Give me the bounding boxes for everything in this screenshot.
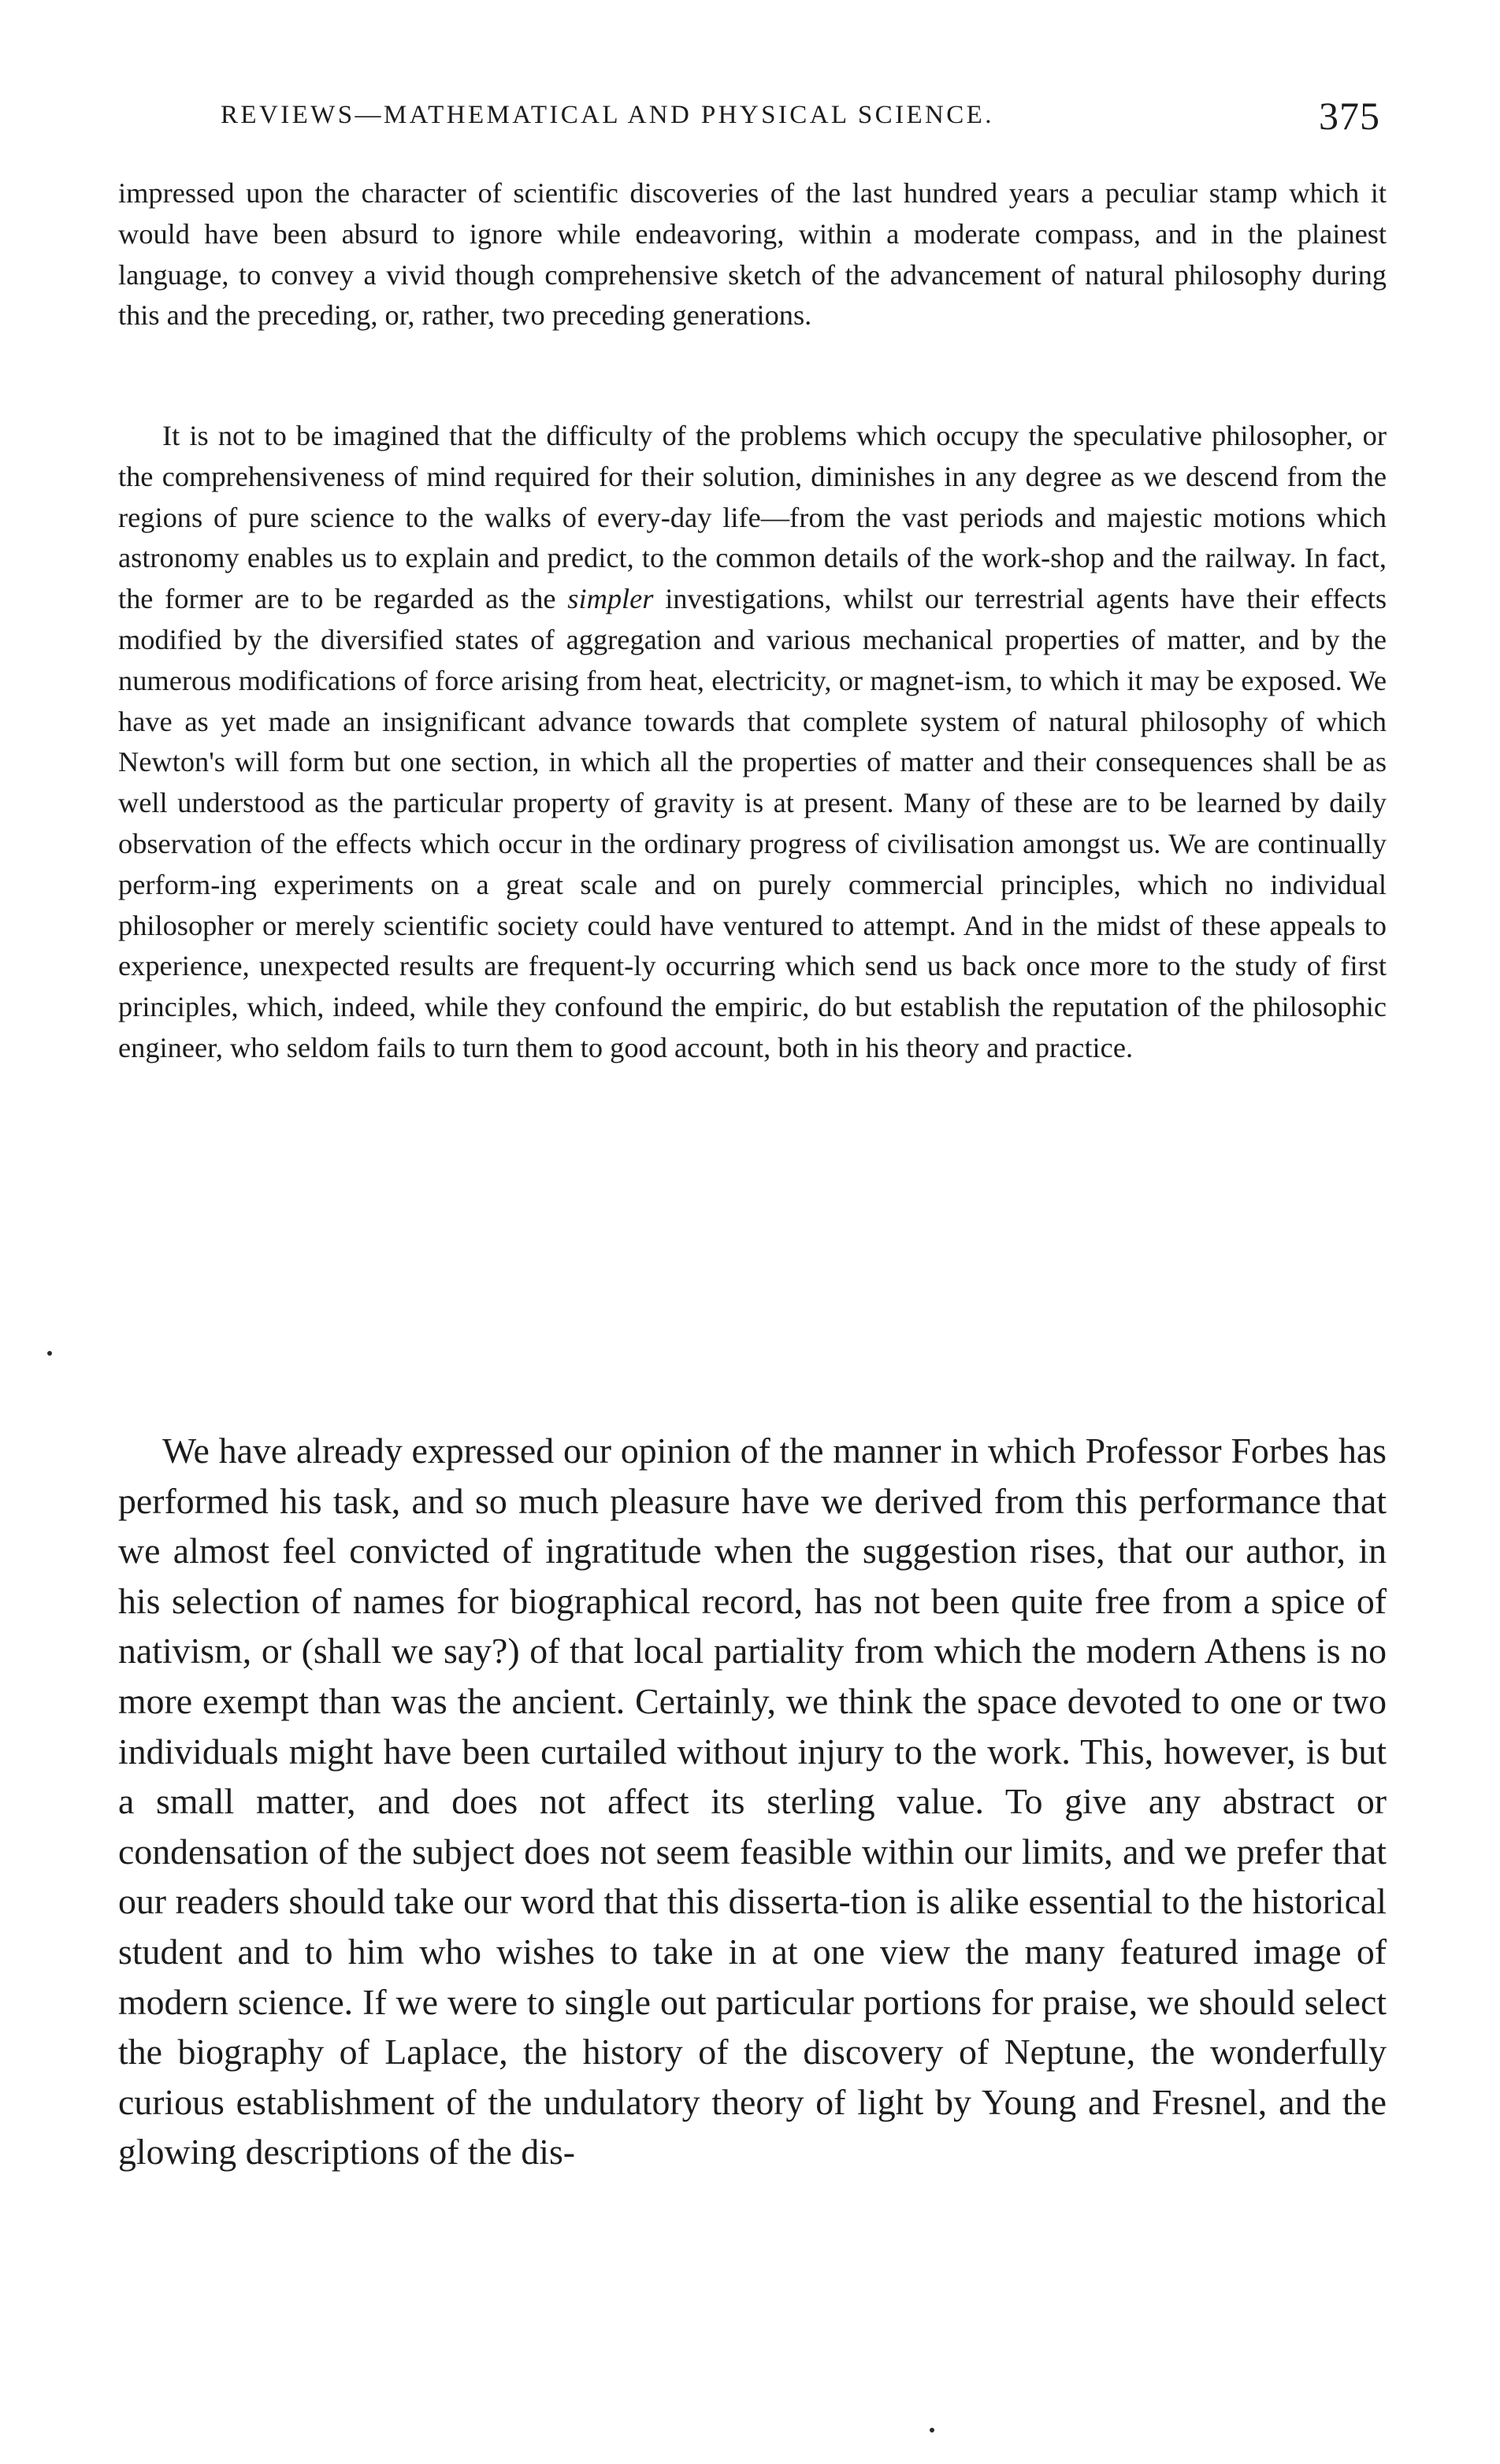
paragraph-text-end: investigations, whilst our terrestrial agents have their effects modified by the diversified states of aggregation and various mechanical properties of matter, and by the numerous modifications of force arising from heat, electricity, or magnet-ism, to which it may be exposed. We have as yet made an insignificant advance towards that complete system of natural philosophy of which Newton's will form but one section, in which all the properties of matter and their consequences shall be as well understood as the particular property of gravity is at present. Many of these are to be learned by daily observation of the effects which occur in the ordinary progress of civilisation amongst us. We are continually perform-ing experiments on a great scale and on purely commercial principles, which no individual philosopher or merely scientific society could have ventured to attempt. And in the midst of these appeals to experience, unexpected results are frequent-ly occurring which send us back once more to the study of first principles, which, indeed, while they confound the empiric, do but establish the reputation of the philosophic engineer, who seldom fails to turn them to good account, both in his theory and practice.	[118, 583, 1387, 1063]
running-header	[118, 93, 1387, 148]
print-speck	[930, 2428, 934, 2432]
page-number: 375	[1319, 94, 1380, 138]
paragraph-text-start: It is not to be imagined that the difficulty of the problems which occupy the speculative philosopher, or the comprehensiveness of mind required for their solution, diminishes in any degree as we descend from the regions of pure science to the walks of every-day life—from the vast periods and majestic motions which astronomy enables us to explain and predict, to the common details of the work-shop and the railway. In fact, the former are to be regarded as the	[118, 420, 1387, 615]
print-speck	[47, 1351, 52, 1356]
paragraph-problems	[118, 416, 1387, 1069]
emphasized-word: simpler	[567, 583, 654, 615]
paragraph-review-opinion: We have already expressed our opinion of the manner in which Professor Forbes has performed his task, and so much pleasure have we derived from this performance that we almost feel convicted of ingratitude when the suggestion rises, that our author, in his selection of names for biographical record, has not been quite free from a spice of nativism, or (shall we say?) of that local partiality from which the modern Athens is no more exempt than was the ancient. Certainly, we think the space devoted to one or two individuals might have been curtailed without injury to the work. This, however, is but a small matter, and does not affect its sterling value. To give any abstract or condensation of the subject does not seem feasible within our limits, and we prefer that our readers should take our word that this disserta-tion is alike essential to the historical student and to him who wishes to take in at one view the many featured image of modern science. If we were to single out particular portions for praise, we should select the biography of Laplace, the history of the discovery of Neptune, the wonderfully curious establishment of the undulatory theory of light by Young and Fresnel, and the glowing descriptions of the dis-	[118, 1431, 1387, 2173]
paragraph-continued: impressed upon the character of scientific discoveries of the last hundred years a peculiar stamp which it would have been absurd to ignore while endeavoring, within a moderate compass, and in the plainest language, to convey a vivid though comprehensive sketch of the advancement of natural philosophy during this and the preceding, or, rather, two preceding generations.	[118, 177, 1387, 332]
running-title: REVIEWS—MATHEMATICAL AND PHYSICAL SCIENCE.	[221, 101, 994, 129]
